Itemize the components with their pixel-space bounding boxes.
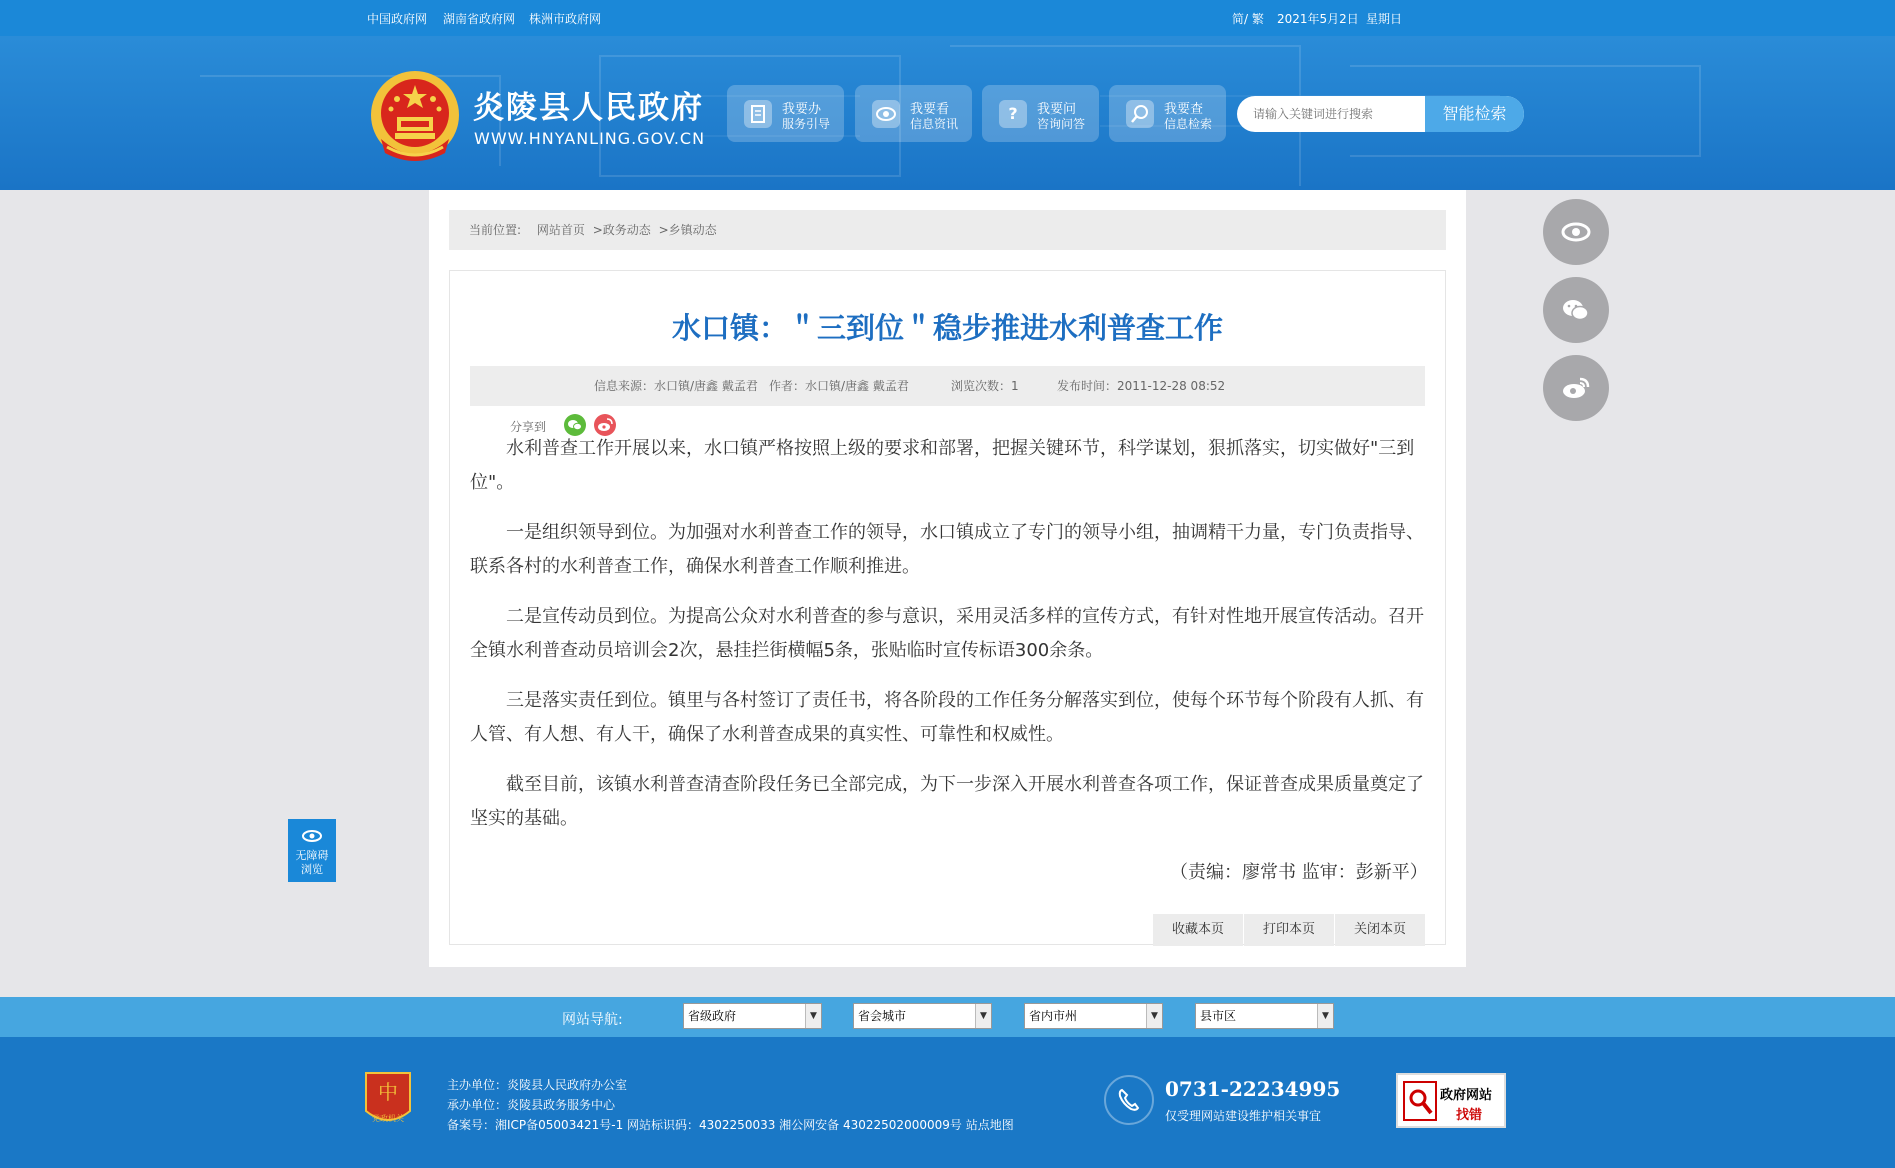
meta-published: 发布时间：2011-12-28 08:52 <box>1057 379 1226 393</box>
site-nav-label: 网站导航: <box>562 1012 623 1028</box>
article-paragraph: 三是落实责任到位。镇里与各村签订了责任书，将各阶段的工作任务分解落实到位，使每个环节每个阶段有人抓、有人管、有人想、有人干，确保了水利普查成果的真实性、可靠性和权威性。 <box>470 690 1424 745</box>
footer-phone: 0731-22234995 <box>1165 1077 1341 1101</box>
quick-button-ask[interactable] <box>982 85 1099 142</box>
footer-host: 主办单位：炎陵县人民政府办公室 <box>447 1078 628 1092</box>
meta-source: 信息来源：水口镇/唐鑫 戴孟君 <box>594 379 758 393</box>
select-provincial-gov[interactable] <box>683 1003 822 1029</box>
eye-icon <box>872 100 900 128</box>
accessibility-line2: 浏览 <box>301 863 323 876</box>
breadcrumb-home[interactable]: 网站首页 <box>536 223 585 237</box>
gov-site-find-error-button[interactable] <box>1396 1073 1506 1128</box>
weibo-icon <box>1560 372 1592 404</box>
footer-record: 备案号：湘ICP备05003421号-1 网站标识码：4302250033 湘公网安备 43022502000009号 站点地图 <box>447 1118 1014 1132</box>
breadcrumb-news[interactable]: >政务动态 <box>592 223 651 237</box>
article-paragraph: 二是宣传动员到位。为提高公众对水利普查的参与意识，采用灵活多样的宣传方式，有针对性地开展宣传活动。召开全镇水利普查动员培训会2次，悬挂拦街横幅5条，张贴临时宣传标语300余条。 <box>470 606 1424 661</box>
article-meta <box>470 366 1425 406</box>
quick-button-line1: 我要问 <box>1037 102 1077 117</box>
bookmark-page-button[interactable]: 收藏本页 <box>1153 914 1243 946</box>
chevron-down-icon: ▼ <box>1317 1004 1333 1028</box>
share-label: 分享到 <box>510 420 547 434</box>
quick-button-service[interactable] <box>727 85 844 142</box>
select-capital-cities[interactable] <box>853 1003 992 1029</box>
quick-button-line2: 信息资讯 <box>910 117 959 131</box>
side-weibo-button[interactable] <box>1543 355 1609 421</box>
search-box <box>1237 96 1524 132</box>
current-date: 2021年5月2日 <box>1277 12 1359 26</box>
article-editor: （责编：廖常书 监审：彭新平） <box>1170 862 1428 883</box>
chevron-down-icon: ▼ <box>975 1004 991 1028</box>
select-province-cities[interactable] <box>1024 1003 1163 1029</box>
side-eye-button[interactable] <box>1543 199 1609 265</box>
select-value: 省内市州 <box>1029 1009 1078 1023</box>
site-name[interactable]: 炎陵县人民政府 <box>473 90 704 126</box>
eye-icon <box>301 829 323 843</box>
quick-button-line2: 信息检索 <box>1164 117 1213 131</box>
chevron-down-icon: ▼ <box>805 1004 821 1028</box>
wechat-icon <box>1560 294 1592 326</box>
badge-text: 党政机关 <box>372 1114 404 1123</box>
footer-undertaker: 承办单位：炎陵县政务服务中心 <box>447 1098 616 1112</box>
accessibility-button[interactable] <box>288 819 336 882</box>
findbug-line2: 找错 <box>1456 1108 1483 1123</box>
breadcrumb-town-news[interactable]: >乡镇动态 <box>658 223 717 237</box>
document-icon <box>744 100 772 128</box>
svg-text:中: 中 <box>378 1080 398 1104</box>
magnifier-icon <box>1403 1081 1437 1121</box>
select-counties[interactable] <box>1195 1003 1334 1029</box>
quick-button-info[interactable] <box>855 85 972 142</box>
accessibility-line1: 无障碍 <box>295 849 329 862</box>
quick-button-line2: 服务引导 <box>782 117 831 131</box>
site-navigation-bar <box>0 997 1895 1037</box>
phone-icon <box>1104 1075 1154 1125</box>
meta-author: 作者：水口镇/唐鑫 戴孟君 <box>769 379 909 393</box>
quick-button-search[interactable] <box>1109 85 1226 142</box>
top-bar <box>0 0 1895 36</box>
article-paragraph: 水利普查工作开展以来，水口镇严格按照上级的要求和部署，把握关键环节，科学谋划，狠抓落实，切实做好"三到位"。 <box>470 438 1415 493</box>
quick-button-line2: 咨询问答 <box>1037 117 1086 131</box>
link-zhuzhou-gov[interactable]: 株洲市政府网 <box>529 12 602 26</box>
party-government-badge-icon[interactable] <box>362 1069 414 1131</box>
select-value: 省会城市 <box>858 1009 907 1023</box>
meta-views: 浏览次数：1 <box>951 379 1019 393</box>
national-emblem-logo[interactable] <box>367 69 463 169</box>
eye-icon <box>1560 216 1592 248</box>
breadcrumb-label: 当前位置: <box>469 223 522 237</box>
print-page-button[interactable]: 打印本页 <box>1244 914 1334 946</box>
search-icon <box>1126 100 1154 128</box>
side-wechat-button[interactable] <box>1543 277 1609 343</box>
link-china-gov[interactable]: 中国政府网 <box>367 12 428 26</box>
article-title: 水口镇：＂三到位＂稳步推进水利普查工作 <box>671 311 1223 345</box>
site-url: WWW.HNYANLING.GOV.CN <box>474 129 706 148</box>
language-switch[interactable]: 简/ 繁 <box>1232 12 1264 26</box>
site-footer <box>0 1037 1895 1168</box>
question-icon: ? <box>999 100 1027 128</box>
quick-button-line1: 我要办 <box>782 102 822 117</box>
search-input[interactable] <box>1237 96 1425 132</box>
quick-button-line1: 我要查 <box>1164 102 1204 117</box>
link-hunan-gov[interactable]: 湖南省政府网 <box>443 12 516 26</box>
quick-button-line1: 我要看 <box>910 102 950 117</box>
footer-phone-note: 仅受理网站建设维护相关事宜 <box>1165 1109 1322 1123</box>
current-weekday: 星期日 <box>1366 12 1403 26</box>
article-paragraph: 截至目前，该镇水利普查清查阶段任务已全部完成，为下一步深入开展水利普查各项工作，保证普查成果质量奠定了坚实的基础。 <box>470 774 1424 829</box>
chevron-down-icon: ▼ <box>1146 1004 1162 1028</box>
findbug-line1: 政府网站 <box>1440 1088 1493 1103</box>
smart-search-button[interactable]: 智能检索 <box>1425 96 1524 132</box>
select-value: 省级政府 <box>688 1009 737 1023</box>
breadcrumb <box>449 210 1446 250</box>
close-page-button[interactable]: 关闭本页 <box>1335 914 1425 946</box>
select-value: 县市区 <box>1200 1009 1237 1023</box>
article-paragraph: 一是组织领导到位。为加强对水利普查工作的领导，水口镇成立了专门的领导小组，抽调精干力量，专门负责指导、联系各村的水利普查工作，确保水利普查工作顺利推进。 <box>470 522 1424 577</box>
